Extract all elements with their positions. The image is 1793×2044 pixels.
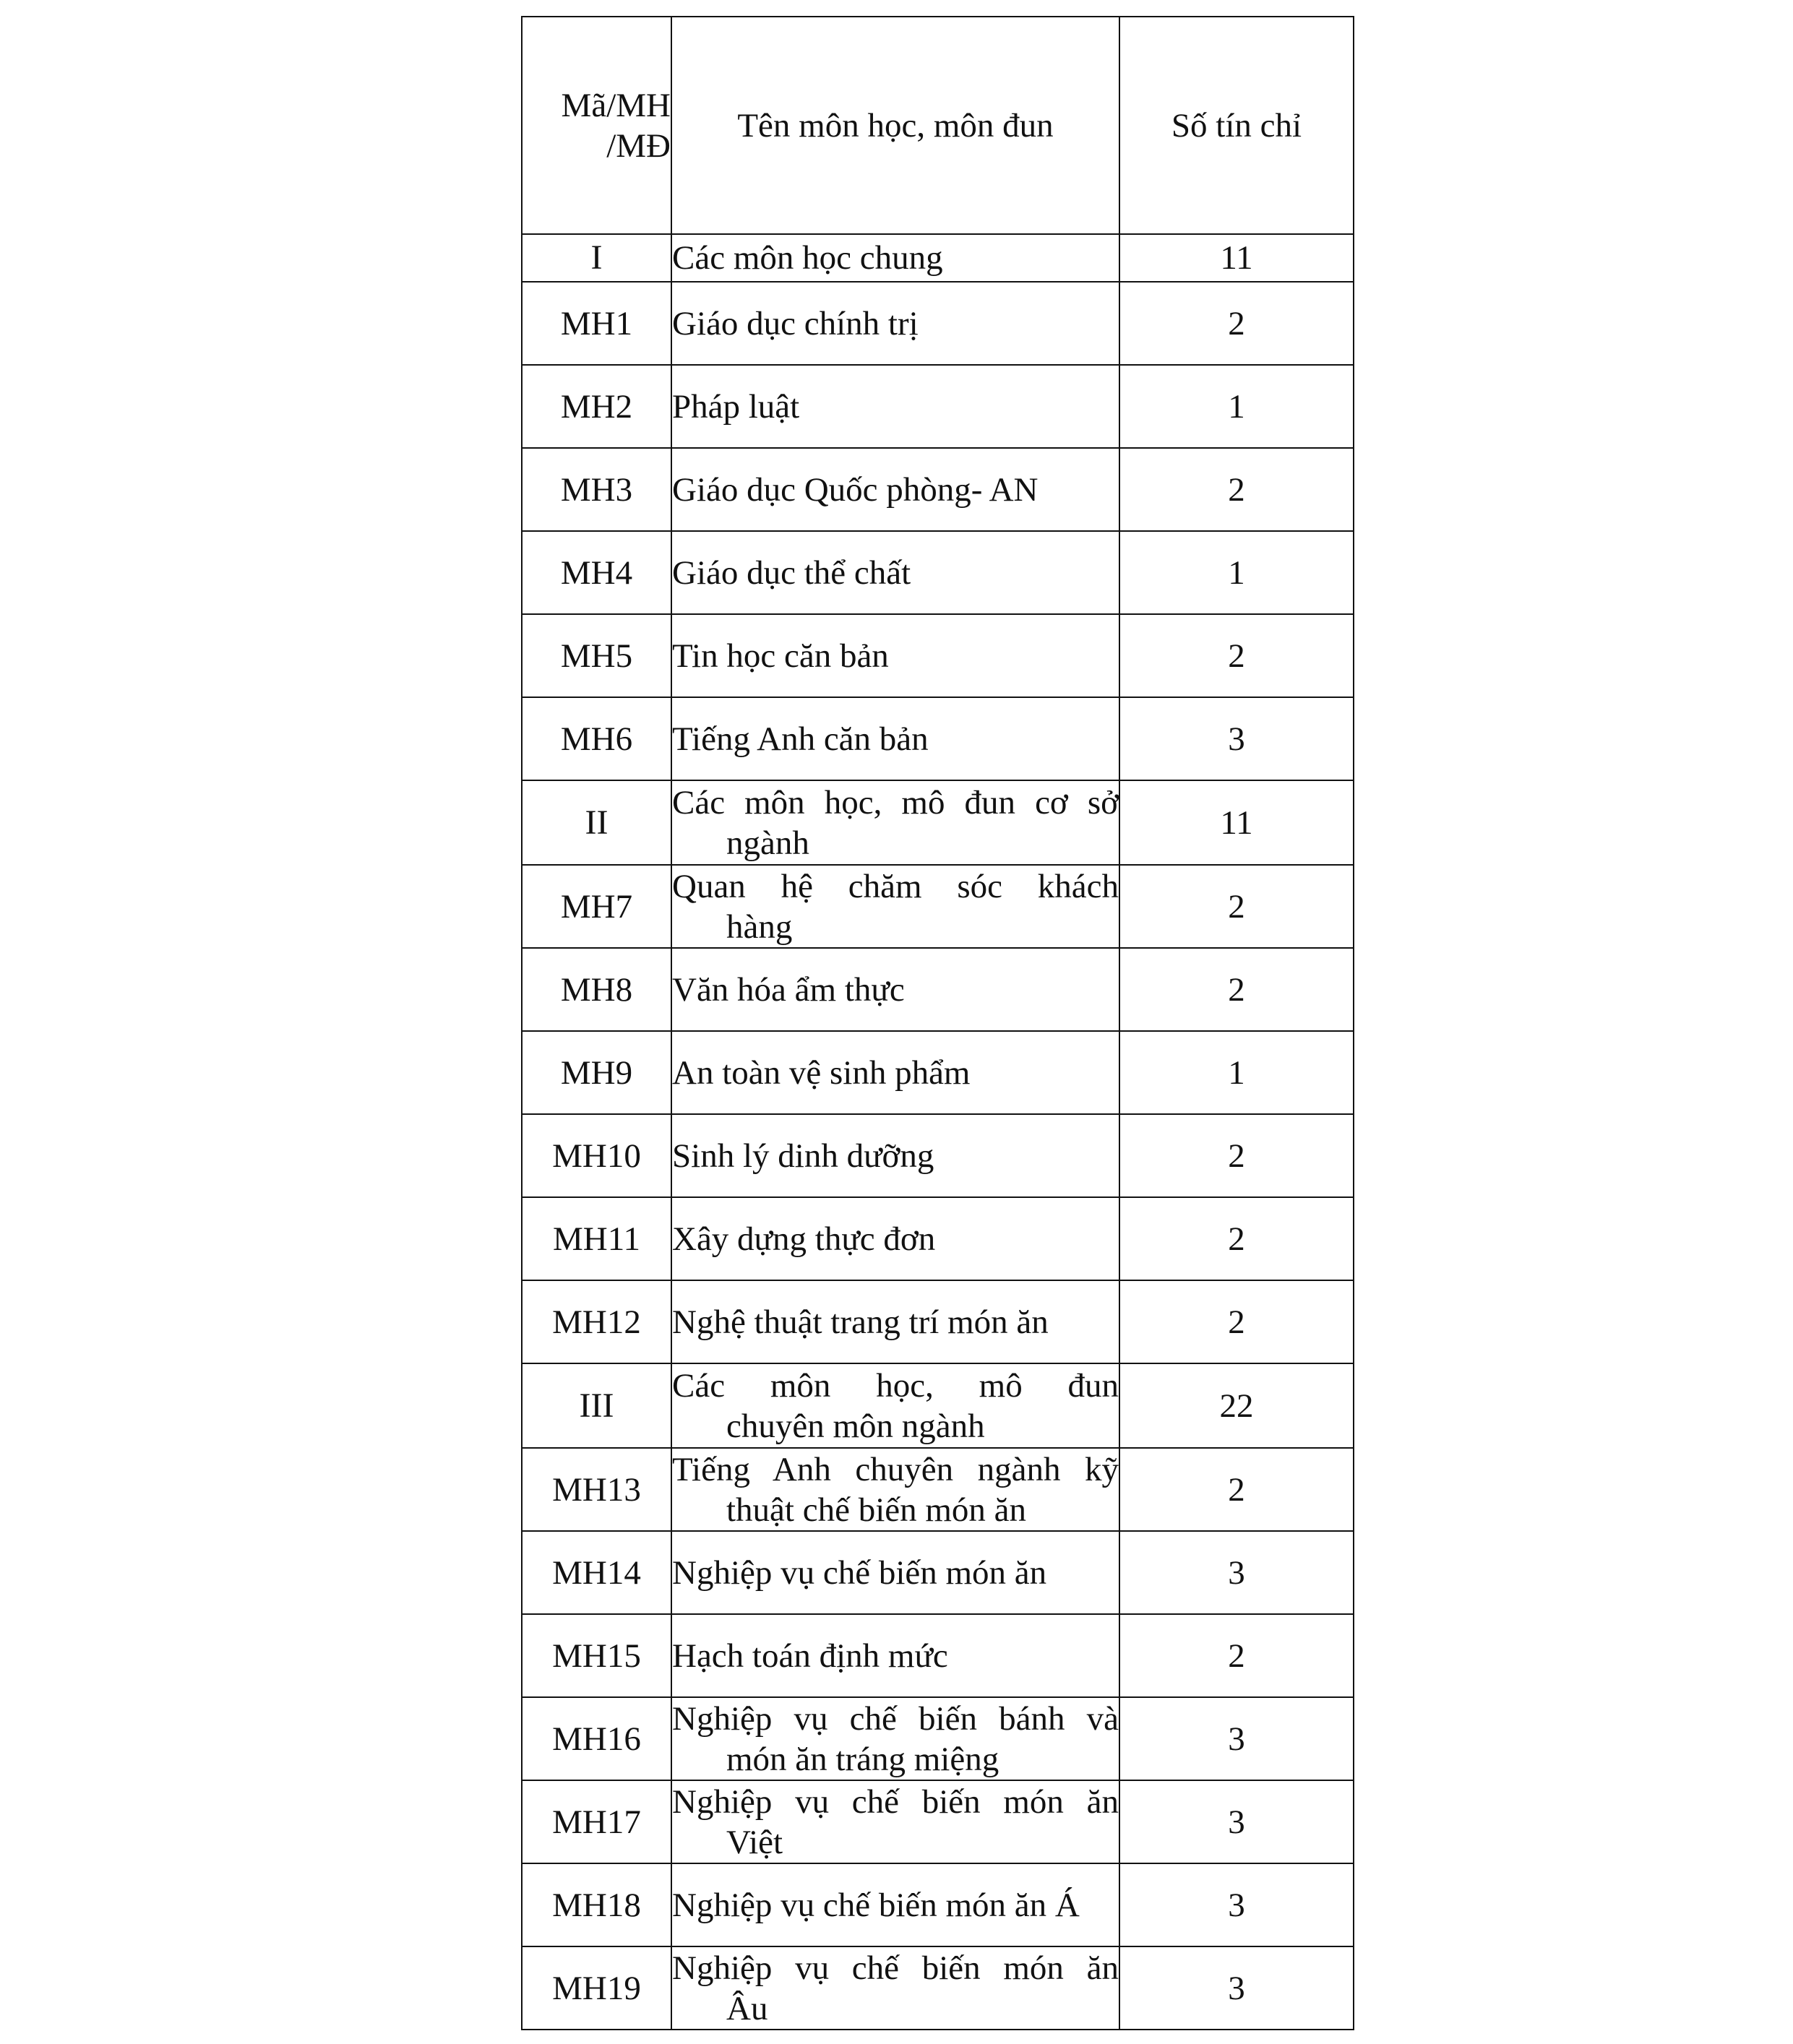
- table-row: [522, 948, 1354, 1031]
- table-row: [522, 282, 1354, 365]
- cell-credits: 3: [1119, 1531, 1354, 1614]
- cell-credits: 3: [1119, 697, 1354, 780]
- cell-credits: 11: [1119, 780, 1354, 865]
- cell-credits: 3: [1119, 1697, 1354, 1780]
- cell-code: MH4: [522, 531, 671, 614]
- cell-name: Tiếng Anh căn bản: [671, 697, 1119, 780]
- cell-credits: 1: [1119, 1031, 1354, 1114]
- cell-name: Giáo dục thể chất: [671, 531, 1119, 614]
- cell-name: Giáo dục Quốc phòng- AN: [671, 448, 1119, 531]
- cell-name: Giáo dục chính trị: [671, 282, 1119, 365]
- cell-name: Hạch toán định mức: [671, 1614, 1119, 1697]
- table-row: [522, 1697, 1354, 1780]
- table-row: [522, 1031, 1354, 1114]
- cell-name: Tin học căn bản: [671, 614, 1119, 697]
- cell-code: MH13: [522, 1448, 671, 1531]
- cell-name: Văn hóa ẩm thực: [671, 948, 1119, 1031]
- header-code: [522, 17, 671, 234]
- section-row: [522, 1363, 1354, 1448]
- cell-name-line2: Âu: [726, 1989, 768, 2027]
- cell-code: II: [522, 780, 671, 865]
- table-row: [522, 1448, 1354, 1531]
- table-row: [522, 865, 1354, 948]
- table-row: [522, 531, 1354, 614]
- cell-credits: 3: [1119, 1780, 1354, 1863]
- cell-code: MH15: [522, 1614, 671, 1697]
- cell-name-line1: Tiếng Anh chuyên ngành kỹ: [672, 1450, 1119, 1488]
- header-code-line2: /MĐ: [606, 126, 671, 165]
- cell-credits: 11: [1119, 234, 1354, 282]
- cell-code: MH6: [522, 697, 671, 780]
- cell-name-line1: Nghiệp vụ chế biến bánh và: [672, 1699, 1119, 1738]
- table-row: [522, 365, 1354, 448]
- header-name: Tên môn học, môn đun: [671, 17, 1119, 234]
- cell-name: [671, 1363, 1119, 1448]
- cell-credits: 1: [1119, 531, 1354, 614]
- cell-credits: 3: [1119, 1946, 1354, 2030]
- cell-name: Pháp luật: [671, 365, 1119, 448]
- cell-code: III: [522, 1363, 671, 1448]
- table-row: [522, 1946, 1354, 2030]
- table-row: [522, 1197, 1354, 1280]
- section-row: [522, 780, 1354, 865]
- cell-name-line1: Nghiệp vụ chế biến món ăn: [672, 1782, 1119, 1821]
- cell-credits: 2: [1119, 948, 1354, 1031]
- cell-name: Các môn học chung: [671, 234, 1119, 282]
- cell-credits: 22: [1119, 1363, 1354, 1448]
- cell-credits: 2: [1119, 448, 1354, 531]
- cell-credits: 2: [1119, 1448, 1354, 1531]
- cell-name-line2: hàng: [726, 907, 793, 946]
- table-row: [522, 448, 1354, 531]
- table-body: [522, 234, 1354, 2030]
- table-row: [522, 697, 1354, 780]
- cell-code: MH17: [522, 1780, 671, 1863]
- cell-name: An toàn vệ sinh phẩm: [671, 1031, 1119, 1114]
- cell-name-line2: chuyên môn ngành: [726, 1407, 985, 1445]
- cell-credits: 2: [1119, 1614, 1354, 1697]
- cell-credits: 2: [1119, 1280, 1354, 1363]
- cell-name: Nghiệp vụ chế biến món ăn: [671, 1531, 1119, 1614]
- cell-credits: 2: [1119, 1197, 1354, 1280]
- cell-name: Xây dựng thực đơn: [671, 1197, 1119, 1280]
- table-header-row: [522, 17, 1354, 234]
- cell-name-line1: Các môn học, mô đun cơ sở: [672, 783, 1119, 822]
- cell-name: [671, 780, 1119, 865]
- cell-name-line2: thuật chế biến món ăn: [726, 1491, 1027, 1529]
- cell-name: [671, 1780, 1119, 1863]
- table-row: [522, 614, 1354, 697]
- cell-name: [671, 1946, 1119, 2030]
- header-code-line1: Mã/MH: [561, 86, 671, 124]
- cell-name-line2: Việt: [726, 1823, 783, 1861]
- section-row: [522, 234, 1354, 282]
- curriculum-table-container: [521, 16, 1353, 2030]
- cell-code: MH1: [522, 282, 671, 365]
- cell-code: MH8: [522, 948, 671, 1031]
- table-row: [522, 1114, 1354, 1197]
- cell-name-line2: ngành: [726, 824, 809, 862]
- cell-name: [671, 865, 1119, 948]
- table-row: [522, 1780, 1354, 1863]
- cell-name: [671, 1697, 1119, 1780]
- cell-code: MH5: [522, 614, 671, 697]
- cell-code: MH9: [522, 1031, 671, 1114]
- cell-name-line1: Nghiệp vụ chế biến món ăn: [672, 1949, 1119, 1987]
- cell-code: MH2: [522, 365, 671, 448]
- cell-name: Nghiệp vụ chế biến món ăn Á: [671, 1863, 1119, 1946]
- cell-name-line2: món ăn tráng miệng: [726, 1740, 999, 1778]
- curriculum-table: [521, 16, 1354, 2030]
- header-credits: Số tín chỉ: [1119, 17, 1354, 234]
- cell-code: MH16: [522, 1697, 671, 1780]
- table-row: [522, 1863, 1354, 1946]
- cell-name-line1: Quan hệ chăm sóc khách: [672, 867, 1119, 905]
- cell-code: I: [522, 234, 671, 282]
- cell-credits: 2: [1119, 865, 1354, 948]
- cell-code: MH11: [522, 1197, 671, 1280]
- cell-credits: 3: [1119, 1863, 1354, 1946]
- cell-name: [671, 1448, 1119, 1531]
- table-row: [522, 1531, 1354, 1614]
- cell-code: MH12: [522, 1280, 671, 1363]
- cell-credits: 2: [1119, 282, 1354, 365]
- cell-name: Nghệ thuật trang trí món ăn: [671, 1280, 1119, 1363]
- cell-name: Sinh lý dinh dưỡng: [671, 1114, 1119, 1197]
- cell-code: MH10: [522, 1114, 671, 1197]
- cell-credits: 1: [1119, 365, 1354, 448]
- cell-code: MH18: [522, 1863, 671, 1946]
- table-row: [522, 1614, 1354, 1697]
- cell-code: MH3: [522, 448, 671, 531]
- cell-code: MH19: [522, 1946, 671, 2030]
- cell-code: MH14: [522, 1531, 671, 1614]
- cell-code: MH7: [522, 865, 671, 948]
- cell-credits: 2: [1119, 1114, 1354, 1197]
- cell-name-line1: Các môn học, mô đun: [672, 1366, 1119, 1405]
- cell-credits: 2: [1119, 614, 1354, 697]
- table-row: [522, 1280, 1354, 1363]
